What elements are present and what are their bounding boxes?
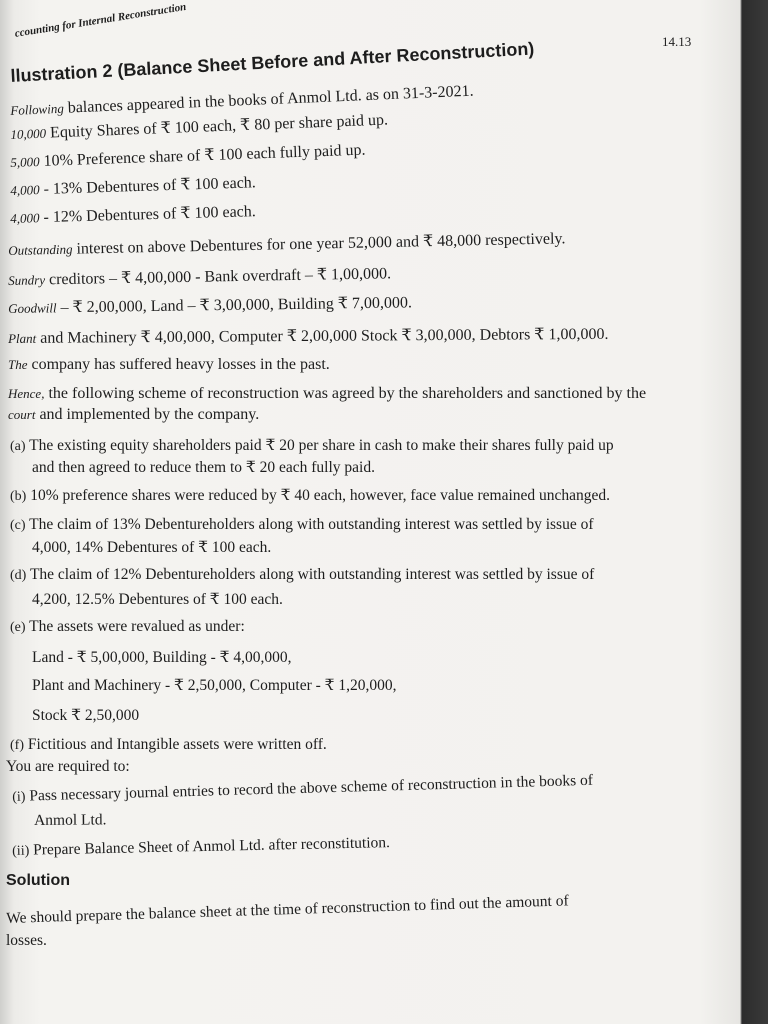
balance-item-prefix: 10,000 [10, 125, 47, 142]
balance-item-text: creditors – ₹ 4,00,000 - Bank overdraft – ₹ 1,00,000. [48, 265, 392, 289]
balance-item-prefix: Sundry [8, 272, 46, 288]
losses-line [8, 356, 330, 374]
balance-item [10, 172, 256, 200]
balance-item-prefix: 4,000 [10, 182, 40, 198]
required-item-tag: (ii) [12, 843, 30, 859]
scheme-item-line: The assets were revalued as under: [29, 618, 245, 635]
scheme-intro-prefix: court [8, 407, 36, 422]
scheme-item-c-cont: 4,000, 14% Debentures of ₹ 100 each. [32, 539, 272, 556]
balance-item-prefix: Goodwill [8, 300, 57, 316]
scheme-item-tag: (b) [10, 489, 27, 504]
required-item-ii [12, 834, 390, 860]
balance-item-text: interest on above Debentures for one year 52,000 and ₹ 48,000 respectively. [76, 230, 566, 258]
required-item-line: Pass necessary journal entries to record the above scheme of reconstruction in the books of [29, 771, 594, 805]
balance-item-text: Equity Shares of ₹ 100 each, ₹ 80 per share paid up. [49, 111, 389, 142]
scheme-item-tag: (a) [10, 439, 26, 454]
scheme-intro-prefix: Hence, [8, 386, 45, 401]
scheme-item-line: 10% preference shares were reduced by ₹ 40 each, however, face value remained unchanged. [30, 487, 611, 504]
balance-item [8, 324, 609, 348]
scheme-item-tag: (e) [10, 620, 26, 635]
scheme-intro-text: the following scheme of reconstruction was agreed by the shareholders and sanctioned by the [48, 385, 647, 402]
required-item-tag: (i) [12, 789, 26, 805]
balance-item-text: and Machinery ₹ 4,00,000, Computer ₹ 2,00,000 Stock ₹ 3,00,000, Debtors ₹ 1,00,000. [40, 325, 609, 347]
balances-intro-prefix: Following [10, 100, 65, 118]
scheme-item-tag: (f) [10, 738, 24, 753]
required-item-i [12, 772, 593, 806]
balance-item [8, 292, 412, 318]
scheme-item-line: The claim of 12% Debentureholders along with outstanding interest was settled by issue of [29, 566, 595, 583]
scheme-intro-line1 [8, 385, 646, 403]
scheme-item-b [10, 486, 610, 505]
scheme-item-e [10, 618, 245, 636]
scheme-item-a [10, 436, 614, 455]
revaluation-line: Land - ₹ 5,00,000, Building - ₹ 4,00,000, [32, 649, 292, 666]
illustration-title: llustration 2 (Balance Sheet Before and After Reconstruction) [10, 38, 535, 86]
scheme-item-tag: (c) [10, 518, 26, 533]
balance-item [8, 228, 566, 260]
balance-item [10, 140, 366, 172]
balance-item-prefix: Outstanding [8, 241, 73, 258]
scheme-item-a-cont: and then agreed to reduce them to ₹ 20 each fully paid. [32, 459, 375, 476]
solution-line-text: prepare the balance sheet at the time of reconstruction to find out the amount of [75, 892, 569, 925]
balance-item-text: 10% Preference share of ₹ 100 each fully paid up. [43, 141, 366, 170]
balance-item-text: – ₹ 2,00,000, Land – ₹ 3,00,000, Building ₹ 7,00,000. [60, 294, 413, 317]
revaluation-line: Plant and Machinery - ₹ 2,50,000, Computer - ₹ 1,20,000, [32, 677, 397, 694]
balance-item [10, 201, 256, 228]
losses-line-text: company has suffered heavy losses in the past. [31, 356, 330, 373]
page-number: 14.13 [662, 34, 692, 49]
scheme-intro-text: and implemented by the company. [39, 406, 260, 423]
required-item-line: Prepare Balance Sheet of Anmol Ltd. after reconstitution. [32, 834, 391, 859]
scheme-item-d [10, 566, 594, 584]
scheme-item-line: The claim of 13% Debentureholders along with outstanding interest was settled by issue of [29, 516, 594, 533]
balance-item [8, 263, 391, 290]
balances-intro-text: balances appeared in the books of Anmol Ltd. as on 31-3-2021. [67, 82, 474, 117]
balance-item-prefix: 4,000 [10, 210, 40, 226]
balance-item-prefix: Plant [8, 330, 37, 346]
scheme-intro-line2 [8, 406, 259, 424]
losses-line-prefix: The [8, 357, 28, 372]
balance-item-text: - 13% Debentures of ₹ 100 each. [43, 174, 257, 198]
balance-item-prefix: 5,000 [10, 153, 40, 170]
scheme-item-c [10, 516, 593, 534]
solution-line-prefix: We should [6, 907, 72, 927]
running-header-title: ccounting for Internal Reconstruction [14, 0, 188, 40]
required-heading: You are required to: [6, 758, 130, 775]
scheme-item-d-cont: 4,200, 12.5% Debentures of ₹ 100 each. [32, 591, 283, 608]
solution-line2: losses. [6, 932, 47, 949]
solution-heading: Solution [6, 872, 70, 889]
balance-item-text: - 12% Debentures of ₹ 100 each. [43, 203, 257, 227]
revaluation-line: Stock ₹ 2,50,000 [32, 707, 140, 724]
scheme-item-f [10, 736, 327, 754]
scheme-item-tag: (d) [10, 568, 27, 583]
scheme-item-line: Fictitious and Intangible assets were written off. [27, 736, 327, 753]
solution-line1 [6, 892, 569, 928]
required-item-i-cont: Anmol Ltd. [34, 811, 107, 829]
scheme-item-line: The existing equity shareholders paid ₹ 20 per share in cash to make their shares fully paid up [29, 437, 614, 454]
